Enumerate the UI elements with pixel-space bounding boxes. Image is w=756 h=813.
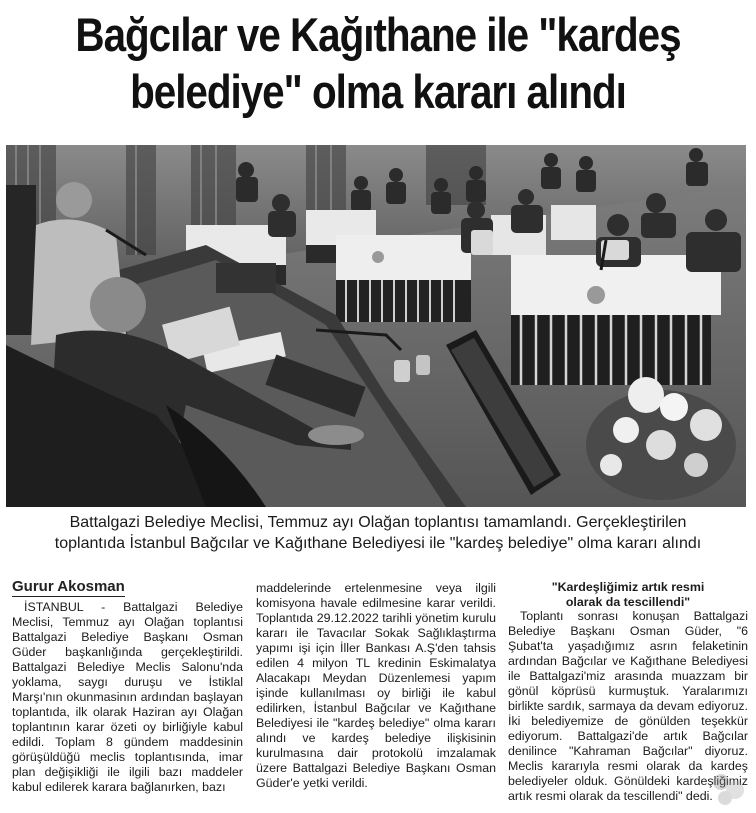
subheading-line-2: olarak da tescillendi": [565, 595, 691, 609]
subheading-line-1: "Kardeşliğimiz artık resmi: [551, 580, 705, 594]
article-column-2: [256, 581, 496, 791]
article-subheading: [508, 580, 748, 610]
headline-line-2: belediye" olma kararı alındı: [130, 65, 626, 118]
headline: [53, 6, 703, 120]
headline-line-1: Bağcılar ve Kağıthane ile "kardeş: [75, 8, 681, 61]
photo-caption: [6, 512, 750, 554]
article-column-1: [12, 600, 243, 795]
article-paragraph: Toplantı sonrası konuşan Battalgazi Belediye Başkanı Osman Güder, "6 Şubat'ta yaşadığımız asrın felaketinin ardından Bağcılar ve Kağıthane Belediyesi ile Battalgazi'miz arasında muazzam bir gönül köprüsü kurmuştuk. Yaralarımızı birlikte sardık, sarmaya da devam ediyoruz. İki belediyemize de gönülden teşekkür ediyorum. Battalgazi'de artık Bağcılar denilince "Kahraman Bağcılar" diyoruz. Meclis kararıyla resmi olarak da kardeş belediyeler olduk. Gönüldeki kardeşliğimiz artık resmi olarak da tescillendi" dedi.: [508, 609, 748, 803]
council-meeting-photo: [6, 145, 746, 507]
caption-line-2: toplantıda İstanbul Bağcılar ve Kağıthane Belediyesi ile "kardeş belediye" olma kararı alındı: [54, 535, 702, 552]
article-paragraph: İSTANBUL - Battalgazi Belediye Meclisi, Temmuz ayı Olağan toplantısi Battalgazi Belediye Başkanı Osman Güder başkanlığında gerçekleştirildi. Battalgazi Belediye Meclis Salonu'nda yoklama, saygı duruşu ve İstiklal Marşı'nın okunmasinın ardından başlayan toplantıda, ilk olarak Haziran ayı Olağan toplantının karar özeti oy birliğiyle kabul edildi. Toplam 8 gündem maddesinin görüşüldüğü meclis toplantısında, imar plan değişikliği ile ilgili bazı maddeler kabul edilerek karara bağlanırken, bazı: [12, 600, 243, 794]
article-paragraph: maddelerinde ertelenmesine veya ilgili komisyona havale edilmesine karar verildi. Toplantıda 29.12.2022 tarihli yönetim kurulu kararı ile Tavacılar Sokak Sağlıklaştırma yapımı işi için İller Bankası A.Ş'den tahsis edilen 4 milyon TL kredinin Eskimalatya Alacakapı Meydan Düzenlemesi yapım işinde kullanılması oy birliği ile kabul edilirken, İstanbul Bağcılar ve Kağıthane Belediyesi ile "kardeş belediye" olma kararı alındı ve kardeş belediye ilişkisinin kurulmasına dair protokolü imzalamak üzere Battalgazi Belediye Başkanı Osman Güder'e yetki verildi.: [256, 581, 496, 790]
caption-line-1: Battalgazi Belediye Meclisi, Temmuz ayı Olağan toplantısı tamamlandı. Gerçekleştirilen: [69, 514, 687, 531]
byline: Gurur Akosman: [12, 578, 125, 595]
publisher-logo-icon: [707, 770, 751, 808]
